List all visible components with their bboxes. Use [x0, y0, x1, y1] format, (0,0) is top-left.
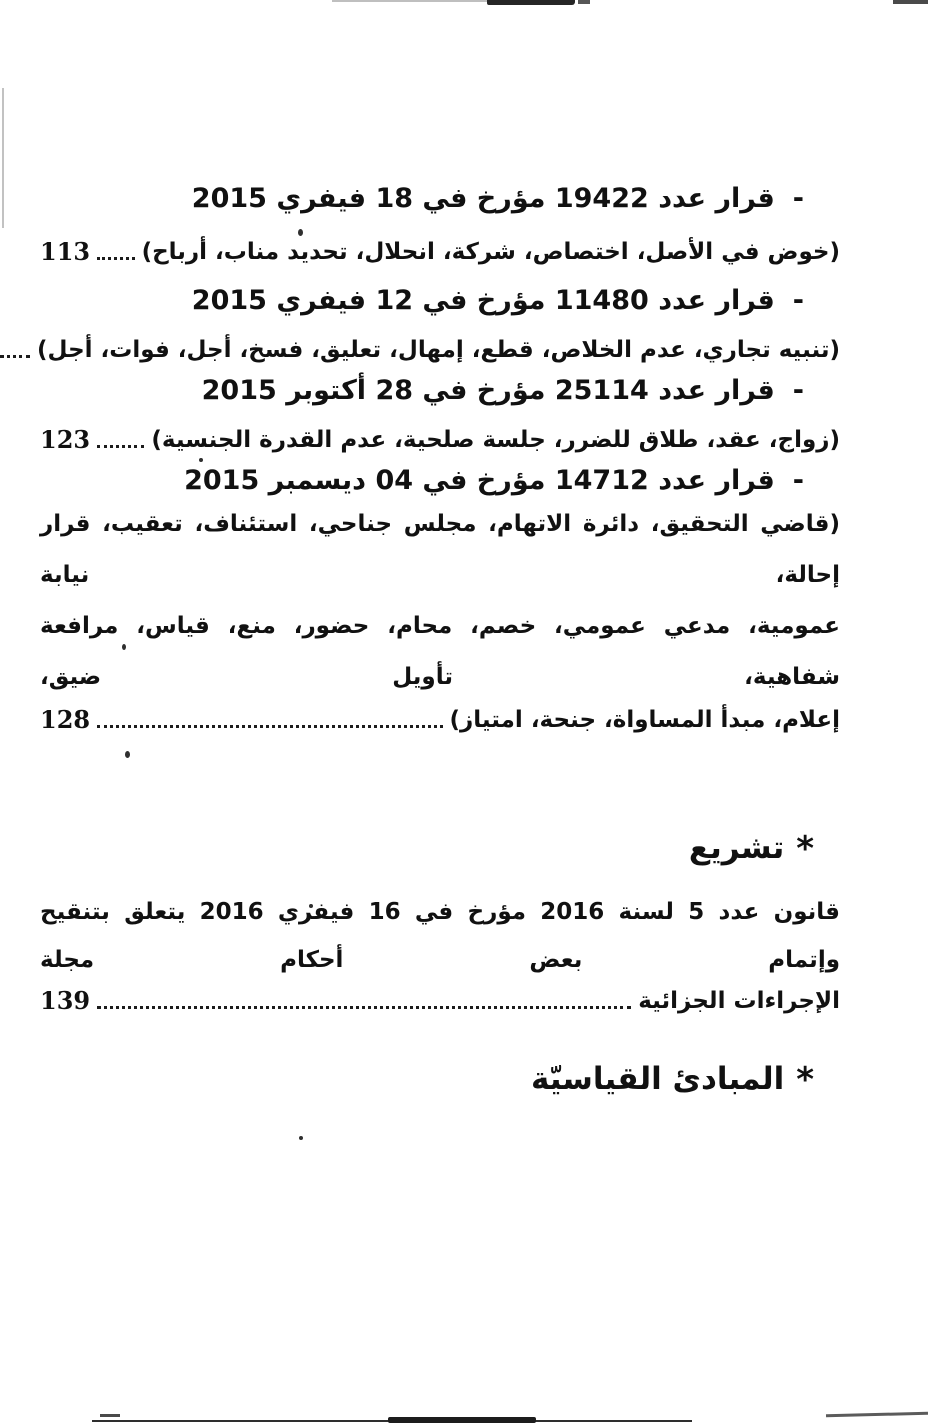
toc-entry-123	[40, 423, 840, 457]
decision-keywords-line3: إعلام، مبدأ المساواة، جنحة، امتياز)	[449, 707, 840, 733]
page-number: 139	[40, 986, 91, 1015]
law-line1: قانون عدد 5 لسنة 2016 مؤرخ في 16 فيفري 2016 يتعلق بتنقيح وإتمام بعض أحكام مجلة	[40, 899, 840, 973]
decision-heading-text: قرار عدد 11480 مؤرخ في 12 فيفري 2015	[191, 285, 775, 316]
law-line2: الإجراءات الجزائية	[638, 988, 840, 1014]
decision-keywords: (زواج، عقد، طلاق للضرر، جلسة صلحية، عدم القدرة الجنسية)	[151, 427, 840, 453]
decision-keywords-line2: عمومية، مدعي عمومي، خصم، محام، حضور، منع، قياس، مرافعة شفاهية، تأويل ضيق،	[40, 613, 840, 690]
section-header-standard-principles	[40, 1059, 814, 1100]
page-number: 123	[40, 425, 91, 454]
decision-heading-11480	[40, 285, 804, 317]
toc-entry-117	[37, 333, 840, 367]
dash-bullet: -	[792, 375, 804, 406]
toc-entry-113	[40, 235, 840, 269]
decision-keywords: (تنبيه تجاري، عدم الخلاص، قطع، إمهال، تعليق، فسخ، أجل، فوات، أجل)	[37, 337, 840, 363]
decision-heading-text: قرار عدد 19422 مؤرخ في 18 فيفري 2015	[191, 183, 775, 214]
section-header-legislation	[40, 828, 814, 869]
decision-heading-14712	[40, 465, 804, 497]
dotted-leader	[97, 257, 134, 260]
page-number: 128	[40, 705, 91, 734]
decision-keywords-line1: (قاضي التحقيق، دائرة الاتهام، مجلس جناحي، استئناف، تعقيب، قرار إحالة، نيابة	[40, 511, 840, 588]
decision-heading-25114	[40, 375, 804, 407]
dotted-leader	[97, 445, 144, 448]
star-bullet-icon: *	[796, 1060, 814, 1100]
toc-entry-139	[40, 984, 840, 1018]
section-title: المبادئ القياسيّة	[530, 1061, 785, 1097]
dash-bullet: -	[792, 465, 804, 496]
dotted-leader	[0, 355, 30, 358]
page-number: 113	[40, 237, 91, 266]
star-bullet-icon: *	[796, 829, 814, 869]
decision-heading-text: قرار عدد 14712 مؤرخ في 04 ديسمبر 2015	[184, 465, 775, 496]
dash-bullet: -	[792, 285, 804, 316]
dotted-leader	[97, 1006, 631, 1009]
toc-entry-128	[40, 703, 840, 737]
section-title: تشريع	[688, 830, 785, 866]
decision-heading-text: قرار عدد 25114 مؤرخ في 28 أكتوبر 2015	[201, 375, 775, 406]
dotted-leader	[97, 725, 442, 728]
decision-keywords: (خوض في الأصل، اختصاص، شركة، انحلال، تحديد مناب، أرباح)	[141, 239, 840, 265]
dash-bullet: -	[792, 183, 804, 214]
decision-heading-19422	[40, 183, 804, 215]
